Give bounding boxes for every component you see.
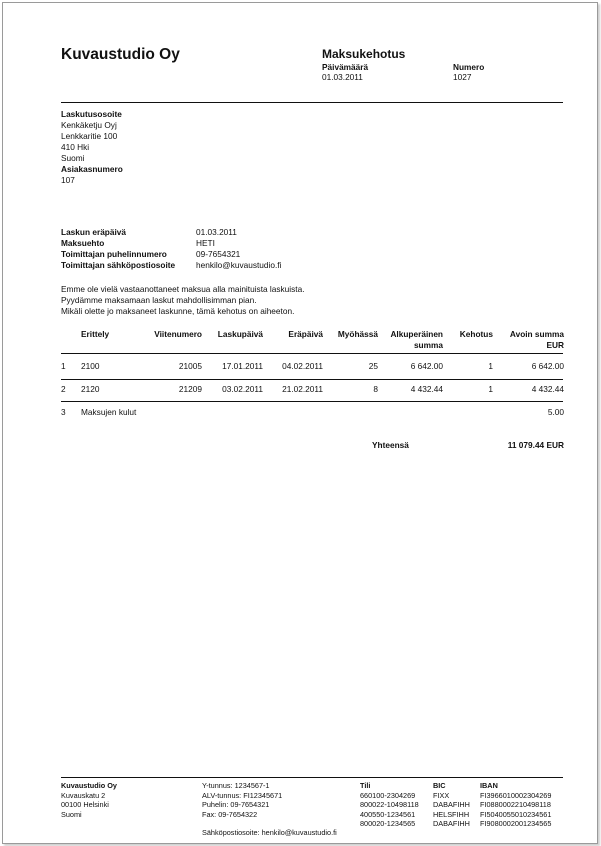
date-label: Päivämäärä: [322, 62, 369, 72]
company-name: Kuvaustudio Oy: [61, 46, 180, 63]
row-original: 6 642.00: [410, 361, 443, 371]
footer-account: 800022-10498118: [360, 800, 419, 809]
total-value: 11 079.44 EUR: [507, 440, 564, 450]
document-title: Maksukehotus: [322, 47, 406, 61]
number-label: Numero: [453, 62, 485, 72]
terms-values: [196, 227, 281, 271]
billing-address-line: 410 Hki: [61, 142, 90, 152]
footer-accounts-block: [360, 781, 419, 829]
footer-address-line: 00100 Helsinki: [61, 800, 109, 809]
footer-iban: FI9080002001234565: [480, 819, 552, 828]
term-value: 09-7654321: [196, 249, 241, 259]
row-due-date: 21.02.2011: [282, 384, 323, 394]
col-header-reference: Viitenumero: [154, 329, 202, 339]
terms-labels: [61, 227, 175, 271]
customer-number-label: Asiakasnumero: [61, 164, 123, 174]
footer-address-line: Suomi: [61, 809, 82, 819]
col-header-due-date: Eräpäivä: [288, 329, 323, 339]
footer-iban: FI3966010002304269: [480, 790, 552, 800]
row-invoice-date: 03.02.2011: [222, 384, 263, 394]
footer-iban: FI0880002210498118: [480, 800, 551, 809]
total-label: Yhteensä: [372, 440, 409, 450]
row-divider: [61, 379, 563, 380]
billing-address-line: Suomi: [61, 153, 85, 163]
billing-address-line: Lenkkaritie 100: [61, 131, 118, 141]
row-divider: [61, 401, 563, 402]
footer-bic-block: [433, 781, 470, 829]
footer-id-line: Y-tunnus: 1234567-1: [202, 781, 270, 790]
row-item: 2100: [81, 361, 100, 371]
reminder-message: [61, 284, 305, 317]
footer-account: 660100-2304269: [360, 790, 416, 800]
col-header-original-2: summa: [413, 340, 443, 350]
term-value: 01.03.2011: [196, 227, 237, 237]
fee-row-amount: 5.00: [547, 407, 564, 417]
row-open: 6 642.00: [531, 361, 564, 371]
row-overdue: 25: [368, 361, 378, 371]
col-header-original-1: Alkuperäinen: [390, 329, 443, 339]
row-reference: 21005: [178, 361, 202, 371]
term-value: HETI: [196, 238, 215, 248]
col-header-open-1: Avoin summa: [509, 329, 564, 339]
footer-bic: DABAFIHH: [433, 819, 470, 828]
message-line: Emme ole vielä vastaanottaneet maksua alla mainituista laskuista.: [61, 284, 305, 294]
row-open: 4 432.44: [531, 384, 564, 394]
term-label: Laskun eräpäivä: [61, 227, 127, 237]
footer-divider: [61, 777, 563, 778]
fee-row-label: Maksujen kulut: [81, 407, 137, 417]
row-reference: 21209: [178, 384, 202, 394]
footer-account-label: Tili: [360, 781, 371, 790]
customer-number-value: 107: [61, 175, 75, 185]
footer-ids-block: [202, 781, 282, 819]
row-reminder: 1: [488, 361, 493, 371]
footer-bic: FIXX: [433, 790, 450, 800]
term-label: Maksuehto: [61, 238, 105, 248]
row-invoice-date: 17.01.2011: [222, 361, 263, 371]
billing-block: [61, 109, 123, 186]
header-divider: [61, 102, 563, 103]
col-header-item: Erittely: [81, 329, 110, 339]
footer-company-name: Kuvaustudio Oy: [61, 781, 117, 790]
message-line: Mikäli olette jo maksaneet laskunne, tämä kehotus on aiheeton.: [61, 306, 295, 316]
footer-address-line: Kuvauskatu 2: [61, 790, 106, 800]
row-due-date: 04.02.2011: [282, 361, 323, 371]
footer-bic-label: BIC: [433, 781, 446, 790]
col-header-open-2: EUR: [546, 340, 564, 350]
footer-bic: HELSFIHH: [433, 809, 470, 819]
row-overdue: 8: [373, 384, 378, 394]
col-header-reminder: Kehotus: [459, 329, 493, 339]
fee-row-number: 3: [61, 407, 66, 417]
term-label: Toimittajan puhelinnumero: [61, 249, 167, 259]
footer-iban-block: [480, 781, 551, 829]
footer-id-line: Fax: 09-7654322: [202, 809, 258, 819]
footer-account: 400550-1234561: [360, 809, 416, 819]
col-header-invoice-date: Laskupäivä: [217, 329, 263, 339]
message-line: Pyydämme maksamaan laskut mahdollisimman pian.: [61, 295, 257, 305]
date-value: 01.03.2011: [322, 72, 363, 82]
table-header-divider: [61, 353, 563, 354]
footer-bic: DABAFIHH: [433, 800, 470, 809]
footer-id-line: ALV-tunnus: FI12345671: [202, 790, 283, 800]
row-reminder: 1: [488, 384, 493, 394]
term-label: Toimittajan sähköpostiosoite: [61, 260, 176, 270]
row-number: 2: [61, 384, 66, 394]
footer-company-block: [61, 781, 117, 819]
document-page: [2, 2, 598, 844]
col-header-overdue: Myöhässä: [337, 329, 378, 339]
row-number: 1: [61, 361, 66, 371]
row-item: 2120: [81, 384, 100, 394]
row-original: 4 432.44: [410, 384, 443, 394]
billing-address-line: Kenkäketju Oyj: [61, 120, 117, 130]
footer-iban: FI5040055010234561: [480, 809, 552, 819]
footer-account: 800020-1234565: [360, 819, 416, 828]
billing-address-label: Laskutusosoite: [61, 109, 122, 119]
footer-iban-label: IBAN: [480, 781, 498, 790]
term-value: henkilo@kuvaustudio.fi: [196, 260, 282, 270]
number-value: 1027: [453, 72, 472, 82]
footer-email: Sähköpostiosoite: henkilo@kuvaustudio.fi: [202, 828, 337, 837]
footer-id-line: Puhelin: 09-7654321: [202, 800, 270, 809]
